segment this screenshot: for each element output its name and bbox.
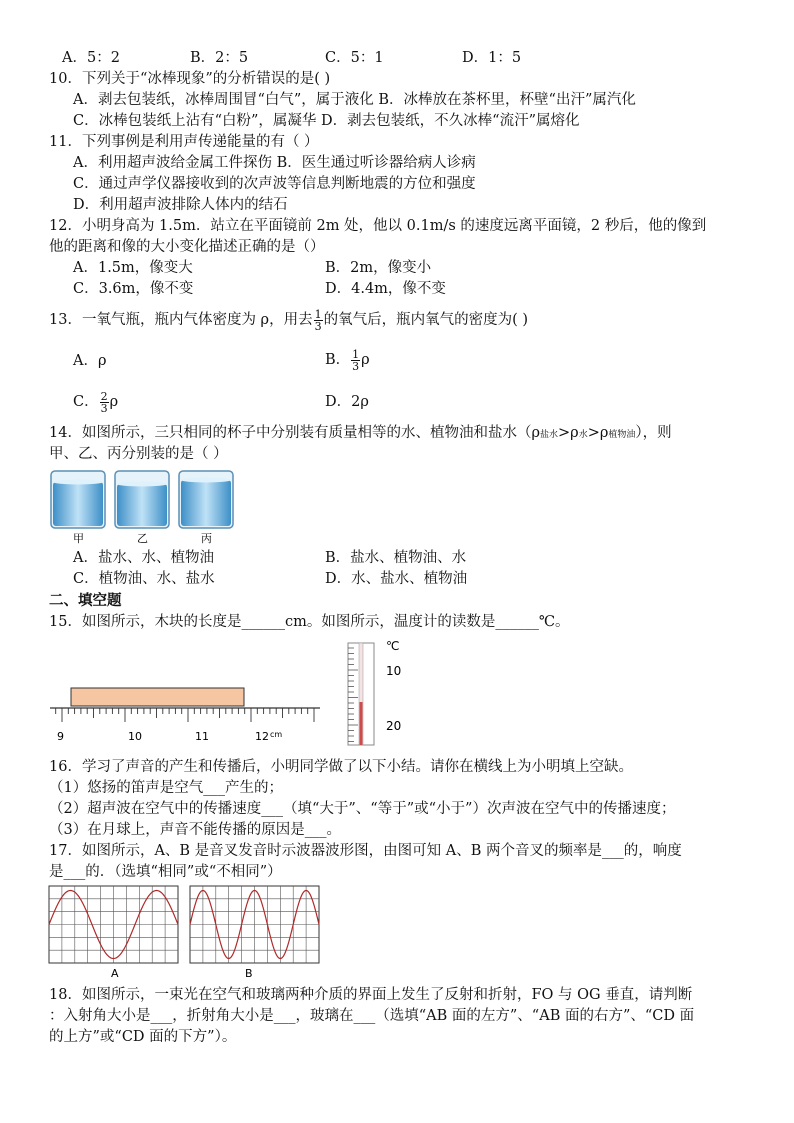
q18-stem-line2: ：入射角大小是___，折射角大小是___，玻璃在___（选填“AB 面的左方”、“AB 面的右方”、“CD 面 xyxy=(49,1008,695,1024)
q14-sub-salt: 盐水 xyxy=(539,430,558,440)
oscilloscope-label-b: B xyxy=(245,967,253,980)
cup-label-jia: 甲 xyxy=(73,532,84,545)
oscilloscope-label-a: A xyxy=(111,967,119,980)
thermometer-unit: ℃ xyxy=(386,639,400,653)
q9-option-d: D．1：5 xyxy=(462,50,522,66)
q14-gt2: >ρ xyxy=(587,425,609,441)
q13-option-b-num: 1 xyxy=(352,347,360,361)
q14-stem-a: 14．如图所示，三只相同的杯子中分别装有质量相等的水、植物油和盐水（ρ xyxy=(49,425,540,441)
q11-options-line3: D．利用超声波排除人体内的结石 xyxy=(73,197,288,213)
q10-stem: 10．下列关于“冰棒现象”的分析错误的是( ) xyxy=(49,71,331,87)
q14-sub-oil: 植物油 xyxy=(608,430,636,440)
q11-options-line1: A．利用超声波给金属工件探伤 B．医生通过听诊器给病人诊病 xyxy=(73,155,476,171)
q13-option-d: D．2ρ xyxy=(325,394,369,410)
q10-options-line2: C．冰棒包装纸上沾有“白粉”，属凝华 D．剥去包装纸，不久冰棒“流汗”属熔化 xyxy=(73,113,580,129)
q13-option-b-den: 3 xyxy=(352,359,360,373)
q12-option-a: A．1.5m，像变大 xyxy=(73,260,193,276)
q12-option-d: D．4.4m，像不变 xyxy=(325,281,446,297)
q13-option-a: A．ρ xyxy=(73,353,107,369)
q13-option-c-num: 2 xyxy=(100,389,108,403)
oscilloscope-figures xyxy=(48,884,324,980)
q13-stem-frac-den: 3 xyxy=(314,319,322,333)
thermometer-liquid xyxy=(360,702,363,745)
q12-stem-line2: 他的距离和像的大小变化描述正确的是（） xyxy=(49,239,325,255)
q11-stem: 11．下列事例是利用声传递能量的有（ ） xyxy=(49,134,319,150)
q13-option-c-fraction xyxy=(100,391,109,414)
ruler-unit: cm xyxy=(270,730,283,739)
q14-option-d: D．水、盐水、植物油 xyxy=(325,571,468,587)
q13-option-c-label: C． xyxy=(73,394,99,410)
thermometer-label-20: 20 xyxy=(386,719,402,733)
ruler-figure xyxy=(50,684,325,746)
wooden-block xyxy=(71,688,244,706)
q16-line2: （2）超声波在空气中的传播速度___（填“大于”、“等于”或“小于”）次声波在空气中的传播速度； xyxy=(49,801,676,817)
cup-bing xyxy=(179,471,233,528)
q16-line3: （3）在月球上，声音不能传播的原因是___。 xyxy=(49,822,341,838)
q14-stem-line2: 甲、乙、丙分别装的是（ ） xyxy=(49,446,228,462)
q11-options-line2: C．通过声学仪器接收到的次声波等信息判断地震的方位和强度 xyxy=(73,176,476,192)
q13-option-b xyxy=(325,343,370,377)
q14-sub-water: 水 xyxy=(578,430,588,440)
cup-yi xyxy=(115,471,169,528)
q14-option-c: C．植物油、水、盐水 xyxy=(73,571,215,587)
q18-stem-line3: 的上方”或“CD 面的下方”）。 xyxy=(49,1029,237,1045)
q14-stem-b: ），则 xyxy=(635,425,672,441)
section-title: 二、填空题 xyxy=(49,593,122,609)
q14-cups-figure xyxy=(48,468,238,546)
q13-option-b-fraction xyxy=(351,349,360,372)
q13-stem-fraction xyxy=(314,309,323,332)
q12-option-c: C．3.6m，像不变 xyxy=(73,281,194,297)
thermometer-label-10: 10 xyxy=(386,664,402,678)
q9-option-a: A．5：2 xyxy=(62,50,120,66)
q14-option-a: A．盐水、水、植物油 xyxy=(73,550,214,566)
q17-stem-line1: 17．如图所示，A、B 是音叉发音时示波器波形图，由图可知 A、B 两个音叉的频率是___的，响度 xyxy=(49,843,682,859)
ruler-label-10: 10 xyxy=(128,730,142,743)
cup-label-bing: 丙 xyxy=(201,532,212,545)
q13-stem-b: 的氧气后，瓶内氧气的密度为( ) xyxy=(323,312,529,328)
ruler-label-11: 11 xyxy=(195,730,209,743)
q12-stem-line1: 12．小明身高为 1.5m．站立在平面镜前 2m 处，他以 0.1m/s 的速度远离平面镜，2 秒后，他的像到 xyxy=(49,218,707,234)
q15-stem: 15．如图所示，木块的长度是______cm。如图所示，温度计的读数是______℃。 xyxy=(49,614,570,630)
q18-stem-line1: 18．如图所示，一束光在空气和玻璃两种介质的界面上发生了反射和折射，FO 与 OG 垂直，请判断 xyxy=(49,987,693,1003)
q9-option-c: C．5：1 xyxy=(325,50,384,66)
q10-options-line1: A．剥去包装纸，冰棒周围冒“白气”，属于液化 B．冰棒放在茶杯里，杯壁“出汗”属汽化 xyxy=(73,92,636,108)
q16-stem: 16．学习了声音的产生和传播后，小明同学做了以下小结。请你在横线上为小明填上空缺。 xyxy=(49,759,633,775)
q13-option-c xyxy=(73,385,118,419)
q14-option-b: B．盐水、植物油、水 xyxy=(325,550,467,566)
q13-option-b-label: B． xyxy=(325,352,351,368)
q17-stem-line2: 是___的．（选填“相同”或“不相同”） xyxy=(49,864,282,880)
q9-option-b: B．2：5 xyxy=(190,50,249,66)
q13-stem-frac-num: 1 xyxy=(314,307,322,321)
q12-option-b: B．2m，像变小 xyxy=(325,260,432,276)
q14-stem-line1 xyxy=(49,424,672,444)
thermometer-figure xyxy=(338,638,418,748)
cup-label-yi: 乙 xyxy=(137,532,148,545)
q14-gt1: >ρ xyxy=(558,425,579,441)
q13-option-b-rho: ρ xyxy=(361,352,370,368)
q13-stem-a: 13．一氧气瓶，瓶内气体密度为 ρ，用去 xyxy=(49,312,313,328)
q16-line1: （1）悠扬的笛声是空气___产生的； xyxy=(49,780,283,796)
q13-option-c-den: 3 xyxy=(100,401,108,415)
q13-stem xyxy=(49,306,528,334)
q13-option-c-rho: ρ xyxy=(109,394,119,410)
ruler-label-12: 12 xyxy=(255,730,269,743)
ruler-label-9: 9 xyxy=(57,730,64,743)
cup-jia xyxy=(51,471,105,528)
ruler-ticks xyxy=(56,708,314,722)
